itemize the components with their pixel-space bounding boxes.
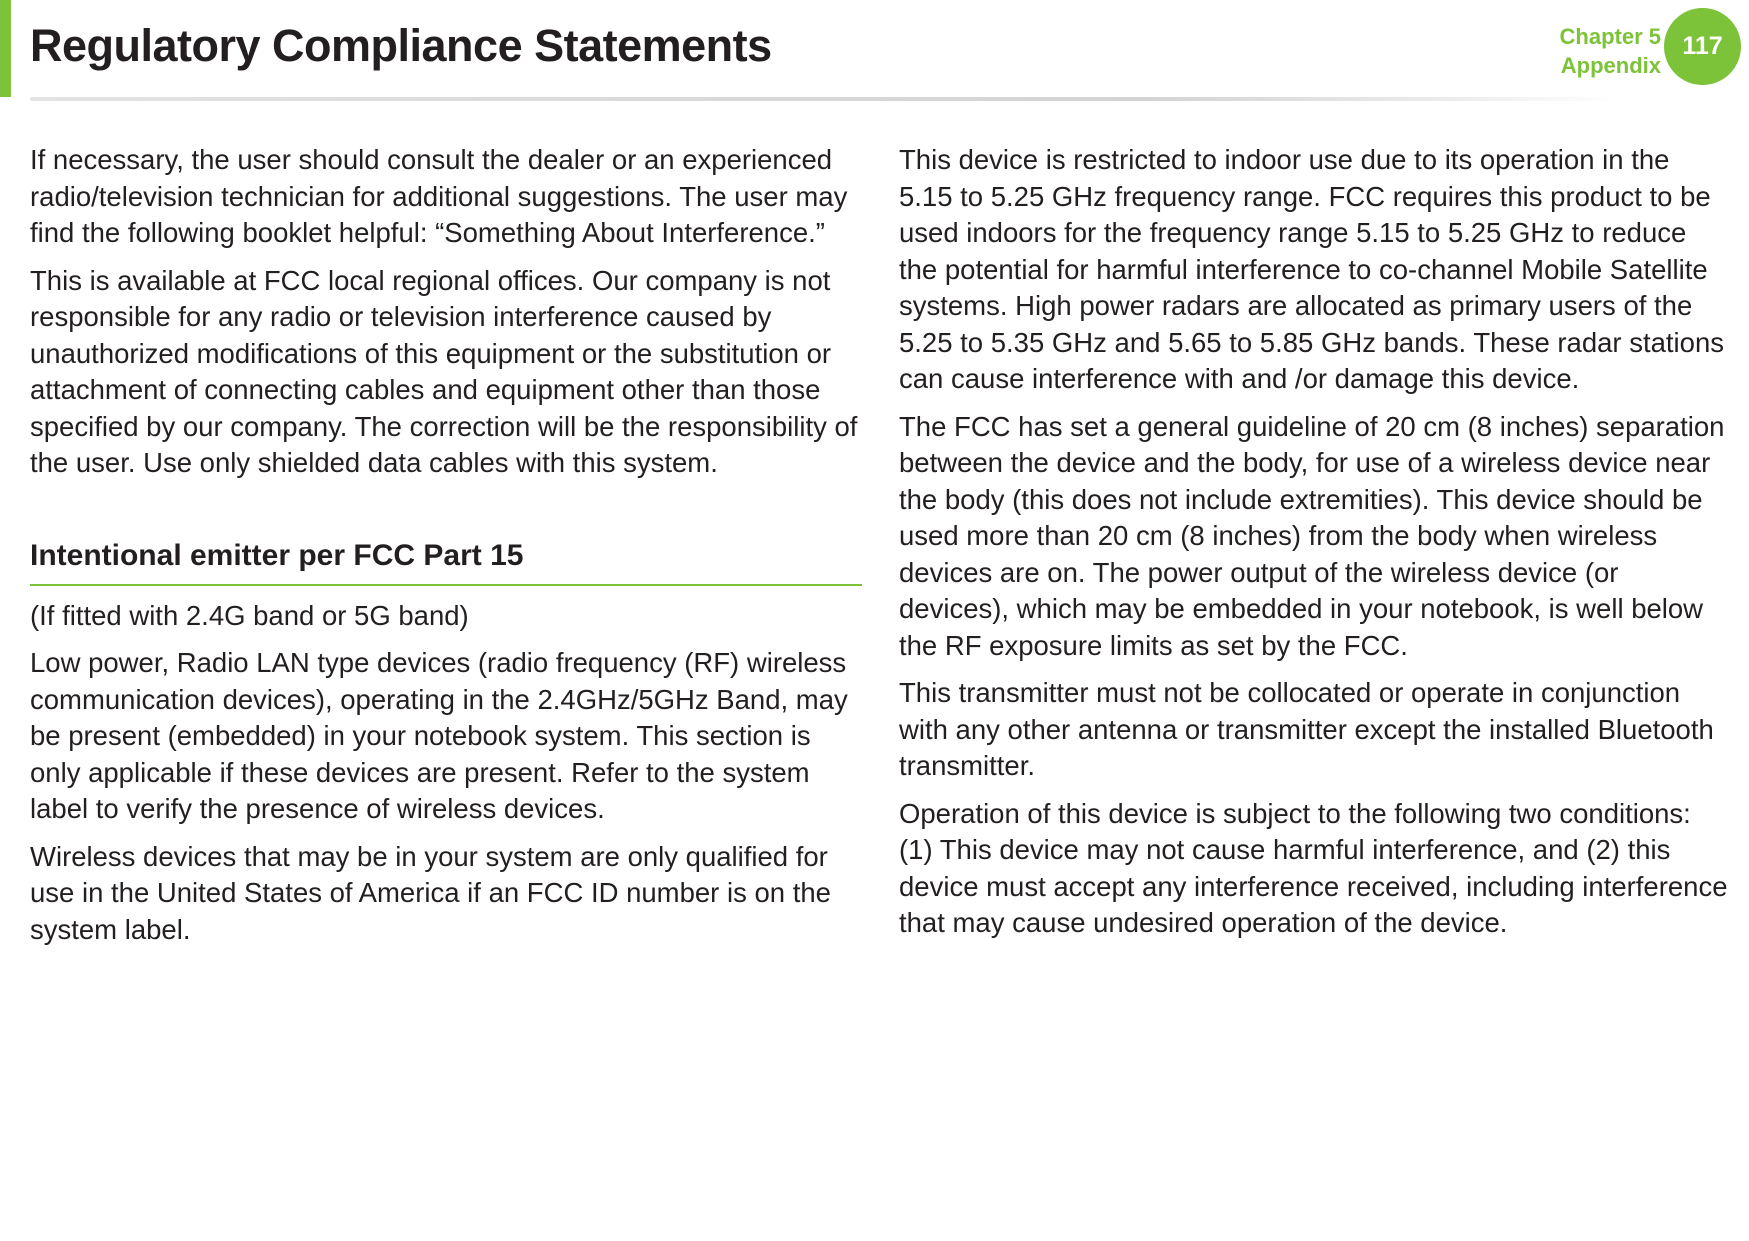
section-spacer xyxy=(30,586,862,598)
header-accent-bar xyxy=(0,0,11,97)
paragraph: If necessary, the user should consult the dealer or an experienced radio/television technician for additional suggestions. The user may find the following booklet helpful: “Something About Interference.” xyxy=(30,144,848,248)
paragraph: This is available at FCC local regional offices. Our company is not responsible for any radio or television interference caused by unauthorized modifications of this equipment or the substitution or attachment of connecting cables and equipment other than those specified by our company. The correction will be the responsibility of the user. Use only shielded data cables with this system. xyxy=(30,264,858,478)
section-heading: Intentional emitter per FCC Part 15 xyxy=(30,536,862,586)
paragraph: This device is restricted to indoor use due to its operation in the 5.15 to 5.25 GHz frequency range. FCC requires this product to be used indoors for the frequency range 5.15 to 5.25 GHz to reduce the potential for harmful interference to co-channel Mobile Satellite systems. High power radars are allocated as primary users of the 5.25 to 5.35 GHz and 5.65 to 5.85 GHz bands. These radar stations can cause interference with and /or damage this device. xyxy=(899,144,1724,394)
paragraph: This transmitter must not be collocated or operate in conjunction with any other antenna or transmitter except the installed Bluetooth transmitter. xyxy=(899,677,1714,781)
right-column xyxy=(899,142,1729,953)
chapter-label-block xyxy=(1560,22,1661,80)
page-number-badge: 117 xyxy=(1664,8,1741,85)
chapter-label: Chapter 5 xyxy=(1559,24,1661,49)
paragraph: The FCC has set a general guideline of 20 cm (8 inches) separation between the device and the body, for use of a wireless device near the body (this does not include extremities). This device should be used more than 20 cm (8 inches) from the body when wireless devices are on. The power output of the wireless device (or devices), which may be embedded in your notebook, is well below the RF exposure limits as set by the FCC. xyxy=(899,410,1725,661)
paragraph: Low power, Radio LAN type devices (radio frequency (RF) wireless communication devices), operating in the 2.4GHz/5GHz Band, may be present (embedded) in your notebook system. This section is only applicable if these devices are present. Refer to the system label to verify the presence of wireless devices. xyxy=(30,647,848,824)
page-title: Regulatory Compliance Statements xyxy=(30,20,772,71)
paragraph: (If fitted with 2.4G band or 5G band) xyxy=(30,599,469,631)
header-divider xyxy=(30,97,1620,101)
paragraph: Operation of this device is subject to the following two conditions: (1) This device may not cause harmful interference, and (2) this device must accept any interference received, including interference that may cause undesired operation of the device. xyxy=(899,797,1728,938)
left-column xyxy=(30,142,862,959)
paragraph: Wireless devices that may be in your system are only qualified for use in the United States of America if an FCC ID number is on the system label. xyxy=(30,840,831,945)
section-label: Appendix xyxy=(1560,53,1661,78)
